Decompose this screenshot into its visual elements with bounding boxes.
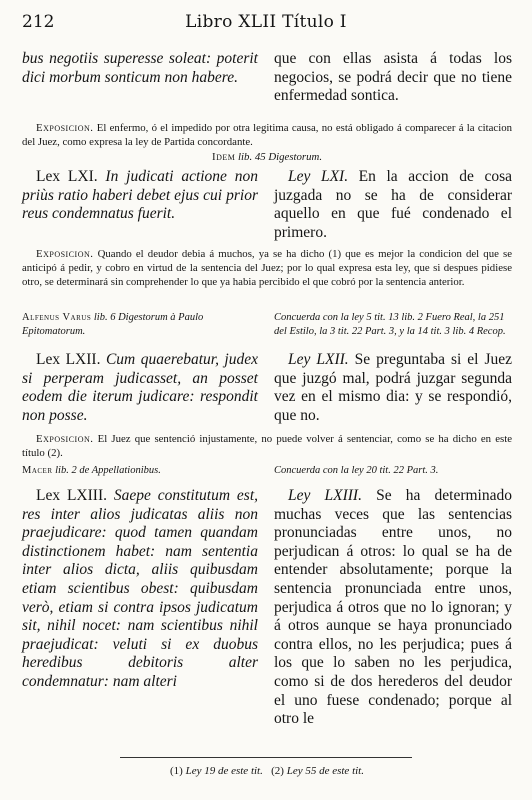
source-3: Macer lib. 2 de Appellationibus. Concuerda con la ley 20 tit. 22 Part. 3. [22, 464, 512, 482]
spanish-continuation: que con ellas asista á todas los negocios, se podrá decir que no tiene enfermedad sontica. [274, 50, 512, 104]
source-2: Alfenus Varus lib. 6 Digestorum à Paulo Epitomatorum. Concuerda con la ley 5 tit. 13 lib. 2 Fuero Real, la 251 del Estilo, la 3 tit. 22 Part. 3, y la 14 tit. 3 lib. 4 Recop. [22, 311, 512, 351]
latin-continuation: bus negotiis superesse soleat: poterit dici morbum sonticum non habere. [22, 50, 258, 86]
lex-63 [22, 487, 512, 747]
page-header [22, 10, 510, 36]
footnotes [22, 764, 512, 778]
running-head: Libro XLII Título I [185, 12, 347, 32]
lex-63-latin: Lex LXIII. Saepe constitutum est, res inter alios judicatas aliis non praejudicare: quod tamen quandam distinctionem habet: nam sententia inter alios dicta, aliis quibusdam etiam scientibus obest: quibusdam verò, etiam si contra ipsos judicatum sit, nihil nocet: nam scientibus nihil praejudicat: veluti si ex duobus heredibus debitoris alter condemnatur: nam alteri [22, 487, 258, 690]
footnote-2: (2) Ley 55 de este tit. [271, 765, 364, 777]
lex-62-latin: Lex LXII. Cum quaerebatur, judex si perperam judicasset, an posset eodem die iterum judicare: respondit non posse. [22, 351, 258, 424]
lex-61 [22, 168, 512, 243]
exposicion-1: Exposicion. El enfermo, ó el impedido por otra legitima causa, no está obligado á comparecer á la citacion del Juez, como expresa la ley de Partida concordante. [22, 122, 513, 148]
continuation-block [22, 50, 512, 110]
lex-61-latin: Lex LXI. In judicati actione non priùs ratio haberi debet ejus cui prior reus condemnatus fuerit. [22, 168, 258, 222]
concordance-2: Concuerda con la ley 5 tit. 13 lib. 2 Fuero Real, la 251 del Estilo, la 3 tit. 22 Part. 3, y la 14 tit. 3 lib. 4 Recop. [274, 312, 506, 337]
concordance-3: Concuerda con la ley 20 tit. 22 Part. 3. [274, 465, 439, 476]
page-number: 212 [22, 12, 55, 32]
exposicion-2: Exposicion. Quando el deudor debia á muchos, ya se ha dicho (1) que es mejor la condicion del que se anticipó á pedir, y cobro en virtud de la sentencia del Juez; por lo qual expresa esta ley, que si despues pidiese otro, se determinará sin comprehender lo que ya habia percibido el que cobró por la sentencia anterior. [22, 248, 512, 288]
lex-62 [22, 351, 512, 423]
source-1: Idem lib. 45 Digestorum. [211, 151, 323, 163]
footnote-1: (1) Ley 19 de este tit. [170, 765, 263, 777]
exposicion-3: Exposicion. El Juez que sentenció injustamente, no puede volver á sentenciar, como se ha dicho en este título (2). [22, 433, 512, 459]
lex-61-spanish: Ley LXI. En la accion de cosa juzgada no se ha de considerar aquello en que fué condenado el primero. [274, 168, 512, 241]
lex-62-spanish: Ley LXII. Se preguntaba si el Juez que juzgó mal, podrá juzgar segunda vez en el mismo dia: y se respondió, que no. [274, 351, 512, 424]
lex-63-spanish: Ley LXIII. Se ha determinado muchas veces que las sentencias pronunciadas entre unos, no perjudican á otros: lo qual se ha de entender absolutamente; porque la sentencia pronunciada entre unos, perjudica á otros que no lo ignoran; y á otros aunque se haya pronunciado contra ellos, no les perjudica; pues á los que lo saben no les perjudica, como si de dos herederos del deudor el uno fuese condenado; porque al otro le [274, 487, 512, 728]
footnote-rule [120, 757, 412, 758]
